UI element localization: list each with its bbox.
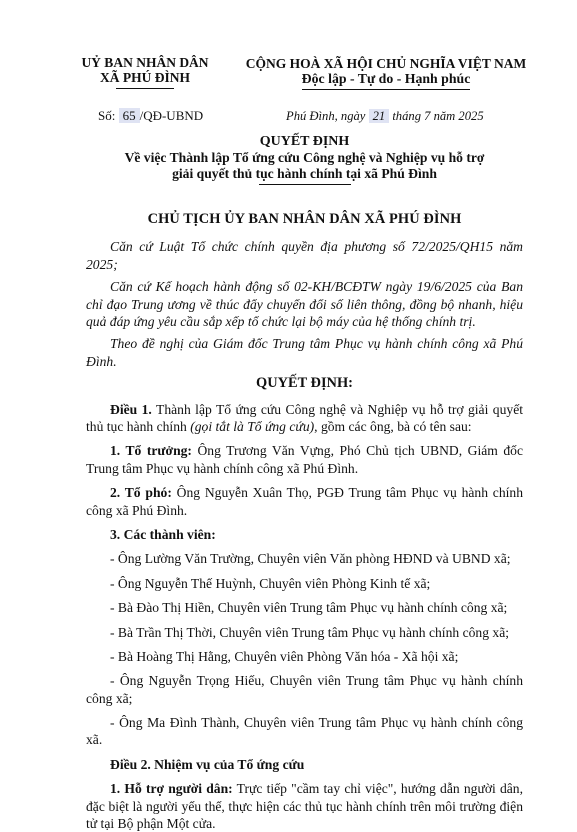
agency-underline	[116, 88, 174, 89]
document-number	[98, 108, 203, 125]
date-day: 21	[369, 109, 390, 123]
issuing-agency	[70, 56, 220, 90]
article-1-text-b: , gồm các ông, bà có tên sau:	[314, 419, 472, 434]
document-date	[286, 108, 484, 124]
article-2-item-1-text: Trực tiếp "cầm tay chỉ việc", hướng dẫn người dân, đặc biệt là người yếu thế, thực hiện các thủ tục hành chính trên môi trường điện tử tại Bộ phận Một cửa.	[86, 781, 523, 832]
member-item: - Bà Đào Thị Hiền, Chuyên viên Trung tâm Phục vụ hành chính công xã;	[110, 600, 508, 616]
member-item: - Ông Nguyễn Thế Huỳnh, Chuyên viên Phòng Kinh tế xã;	[110, 575, 431, 591]
article-2-heading	[86, 756, 523, 773]
document-header	[70, 56, 531, 90]
agency-line-2: XÃ PHÚ ĐÌNH	[100, 69, 190, 85]
document-body	[86, 210, 523, 832]
team-deputy-label: 2. Tổ phó:	[110, 485, 172, 501]
agency-line-1: UỶ BAN NHÂN DÂN	[81, 55, 209, 70]
number-prefix: Số:	[98, 108, 116, 123]
decision-heading: QUYẾT ĐỊNH:	[256, 375, 353, 392]
team-deputy-text: Ông Nguyễn Xuân Thọ, PGĐ Trung tâm Phục vụ hành chính công xã Phú Đình.	[86, 485, 523, 518]
legal-basis-2: Căn cứ Kế hoạch hành động số 02-KH/BCĐTW ngày 19/6/2025 của Ban chỉ đạo Trung ương về thúc đẩy chuyển đổi số liên thông, đồng bộ nhanh, hiệu quả đáp ứng yêu cầu sắp xếp tổ chức lại bộ máy của hệ thống chính trị.	[86, 279, 523, 329]
decision-title	[86, 134, 523, 185]
members-label: 3. Các thành viên:	[110, 526, 216, 542]
article-2-item-1	[86, 780, 523, 832]
article-1-label: Điều 1.	[110, 401, 152, 417]
member-item: - Ông Ma Đình Thành, Chuyên viên Trung tâm Phục vụ hành chính công xã.	[86, 715, 523, 748]
national-name: CỘNG HOÀ XÃ HỘI CHỦ NGHĨA VIỆT NAM	[245, 56, 527, 71]
team-leader-text: Ông Trương Văn Vựng, Phó Chủ tịch UBND, Giám đốc Trung tâm Phục vụ hành chính công xã Phú Đình.	[86, 443, 523, 476]
member-item: - Ông Lường Văn Trường, Chuyên viên Văn phòng HĐND và UBND xã;	[110, 551, 511, 567]
team-leader	[86, 442, 523, 477]
number-suffix: /QĐ-UBND	[139, 108, 204, 123]
title-line-1: QUYẾT ĐỊNH	[259, 134, 350, 149]
motto-underline	[302, 89, 470, 90]
article-2-item-1-label: 1. Hỗ trợ người dân:	[110, 781, 233, 797]
legal-basis-3: Theo đề nghị của Giám đốc Trung tâm Phục vụ hành chính công xã Phú Đình.	[86, 336, 523, 369]
member-item: - Bà Hoàng Thị Hằng, Chuyên viên Phòng Văn hóa - Xã hội xã;	[110, 648, 459, 664]
title-underline	[259, 184, 351, 185]
authority-heading: CHỦ TỊCH ỦY BAN NHÂN DÂN XÃ PHÚ ĐÌNH	[147, 211, 462, 227]
date-prefix: Phú Đình, ngày	[286, 109, 366, 123]
team-deputy	[86, 484, 523, 519]
title-line-2: Về việc Thành lập Tổ ứng cứu Công nghệ và Nghiệp vụ hỗ trợ	[124, 150, 485, 166]
team-leader-label: 1. Tổ trưởng:	[110, 443, 192, 459]
article-1	[86, 401, 523, 436]
article-1-text-a: Thành lập Tổ ứng cứu Công nghệ và Nghiệp vụ hỗ trợ giải quyết thủ tục hành chính	[86, 401, 524, 434]
title-line-3: giải quyết thủ tục hành chính tại xã Phú Đình	[172, 166, 437, 182]
national-motto: Độc lập - Tự do - Hạnh phúc	[301, 71, 471, 87]
article-1-text-italic: (gọi tắt là Tổ ứng cứu)	[190, 419, 315, 434]
number-value: 65	[119, 108, 140, 123]
date-suffix: tháng 7 năm 2025	[392, 109, 484, 123]
legal-basis-1: Căn cứ Luật Tổ chức chính quyền địa phương số 72/2025/QH15 năm 2025;	[86, 239, 523, 272]
member-item: - Bà Trần Thị Thời, Chuyên viên Trung tâm Phục vụ hành chính công xã;	[110, 624, 510, 640]
members-heading	[86, 526, 523, 543]
member-item: - Ông Nguyễn Trọng Hiếu, Chuyên viên Trung tâm Phục vụ hành chính công xã;	[86, 673, 523, 706]
article-2-heading-text: Điều 2. Nhiệm vụ của Tổ ứng cứu	[110, 756, 305, 772]
national-title	[241, 56, 531, 90]
